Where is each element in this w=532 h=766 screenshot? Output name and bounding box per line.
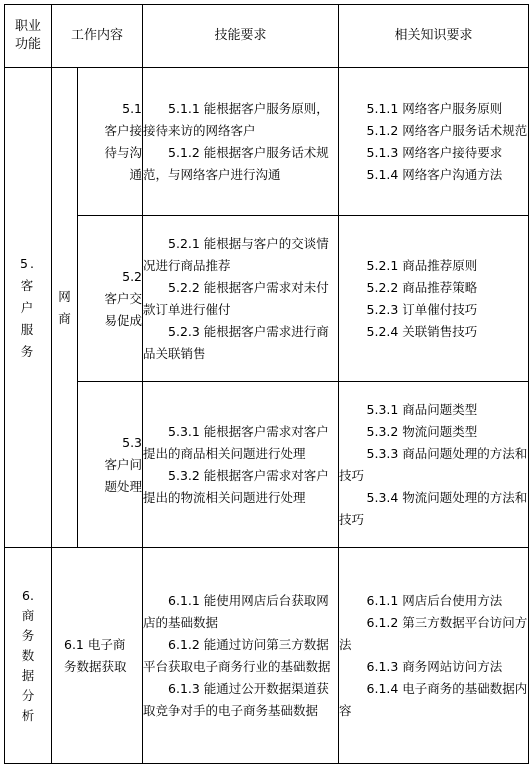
knowledge-item: 5.1.1 网络客户服务原则 bbox=[366, 100, 503, 116]
table-row bbox=[5, 382, 529, 548]
skill-item: 5.2.2 能根据客户需求对未付款订单进行催付 bbox=[143, 279, 329, 317]
skill-item: 5.3.2 能根据客户需求对客户提出的物流相关问题进行处理 bbox=[143, 467, 329, 505]
content-cell-5-3 bbox=[78, 382, 143, 548]
sub-category-cell bbox=[52, 68, 78, 548]
content-cell-5-2 bbox=[78, 216, 143, 382]
header-skills: 技能要求 bbox=[143, 5, 339, 68]
knowledge-cell-5-1 bbox=[339, 68, 529, 216]
table-header-row bbox=[5, 5, 529, 68]
knowledge-item: 5.1.3 网络客户接待要求 bbox=[366, 144, 503, 160]
table-row bbox=[5, 548, 529, 764]
content-label-6-1: 6.1 电子商务数据获取 bbox=[64, 636, 127, 674]
knowledge-item: 5.2.4 关联销售技巧 bbox=[366, 323, 478, 339]
sub-category-label: 网商 bbox=[58, 288, 71, 326]
content-cell-6-1 bbox=[52, 548, 143, 764]
occupation-skill-table bbox=[4, 4, 529, 764]
header-content: 工作内容 bbox=[52, 5, 143, 68]
skill-item: 5.3.1 能根据客户需求对客户提出的商品相关问题进行处理 bbox=[143, 423, 329, 461]
skill-item: 6.1.1 能使用网店后台获取网店的基础数据 bbox=[143, 592, 329, 630]
knowledge-item: 5.2.3 订单催付技巧 bbox=[366, 301, 478, 317]
knowledge-item: 6.1.3 商务网站访问方法 bbox=[366, 658, 503, 674]
content-label-5-3: 5.3 客户问 题处理 bbox=[104, 434, 143, 494]
function-cell-6 bbox=[5, 548, 52, 764]
content-label-5-2: 5.2 客户交 易促成 bbox=[104, 268, 143, 328]
knowledge-item: 5.1.4 网络客户沟通方法 bbox=[366, 166, 503, 182]
knowledge-item: 6.1.4 电子商务的基础数据内容 bbox=[339, 680, 528, 718]
function-label-6: 6. 商务数据分析 bbox=[21, 587, 35, 723]
knowledge-item: 6.1.1 网店后台使用方法 bbox=[366, 592, 503, 608]
knowledge-item: 6.1.2 第三方数据平台访问方法 bbox=[339, 614, 528, 652]
skill-item: 6.1.3 能通过公开数据渠道获取竞争对手的电子商务基础数据 bbox=[143, 680, 329, 718]
skills-cell-5-1 bbox=[143, 68, 339, 216]
knowledge-item: 5.3.4 物流问题处理的方法和技巧 bbox=[339, 489, 528, 527]
knowledge-item: 5.1.2 网络客户服务话术规范 bbox=[366, 122, 528, 138]
knowledge-item: 5.2.1 商品推荐原则 bbox=[366, 257, 478, 273]
knowledge-item: 5.3.3 商品问题处理的方法和技巧 bbox=[339, 445, 528, 483]
knowledge-cell-5-2 bbox=[339, 216, 529, 382]
knowledge-item: 5.3.1 商品问题类型 bbox=[366, 401, 478, 417]
function-label-5: 5. 客户服务 bbox=[20, 255, 36, 359]
skill-item: 5.2.3 能根据客户需求进行商品关联销售 bbox=[143, 323, 329, 361]
skills-cell-5-2 bbox=[143, 216, 339, 382]
header-knowledge: 相关知识要求 bbox=[339, 5, 529, 68]
skills-cell-6-1 bbox=[143, 548, 339, 764]
skill-item: 6.1.2 能通过访问第三方数据平台获取电子商务行业的基础数据 bbox=[143, 636, 331, 674]
knowledge-item: 5.2.2 商品推荐策略 bbox=[366, 279, 478, 295]
table-row bbox=[5, 68, 529, 216]
knowledge-cell-6-1 bbox=[339, 548, 529, 764]
knowledge-cell-5-3 bbox=[339, 382, 529, 548]
content-cell-5-1 bbox=[78, 68, 143, 216]
content-label-5-1: 5.1 客户接 待与沟 通 bbox=[104, 100, 143, 182]
skill-item: 5.1.2 能根据客户服务话术规范，与网络客户进行沟通 bbox=[143, 144, 329, 182]
skills-cell-5-3 bbox=[143, 382, 339, 548]
skill-item: 5.1.1 能根据客户服务原则，接待来访的网络客户 bbox=[143, 100, 329, 138]
function-cell-5 bbox=[5, 68, 52, 548]
header-function: 职业 功能 bbox=[5, 5, 52, 68]
knowledge-item: 5.3.2 物流问题类型 bbox=[366, 423, 478, 439]
table-row bbox=[5, 216, 529, 382]
skill-item: 5.2.1 能根据与客户的交谈情况进行商品推荐 bbox=[143, 235, 329, 273]
